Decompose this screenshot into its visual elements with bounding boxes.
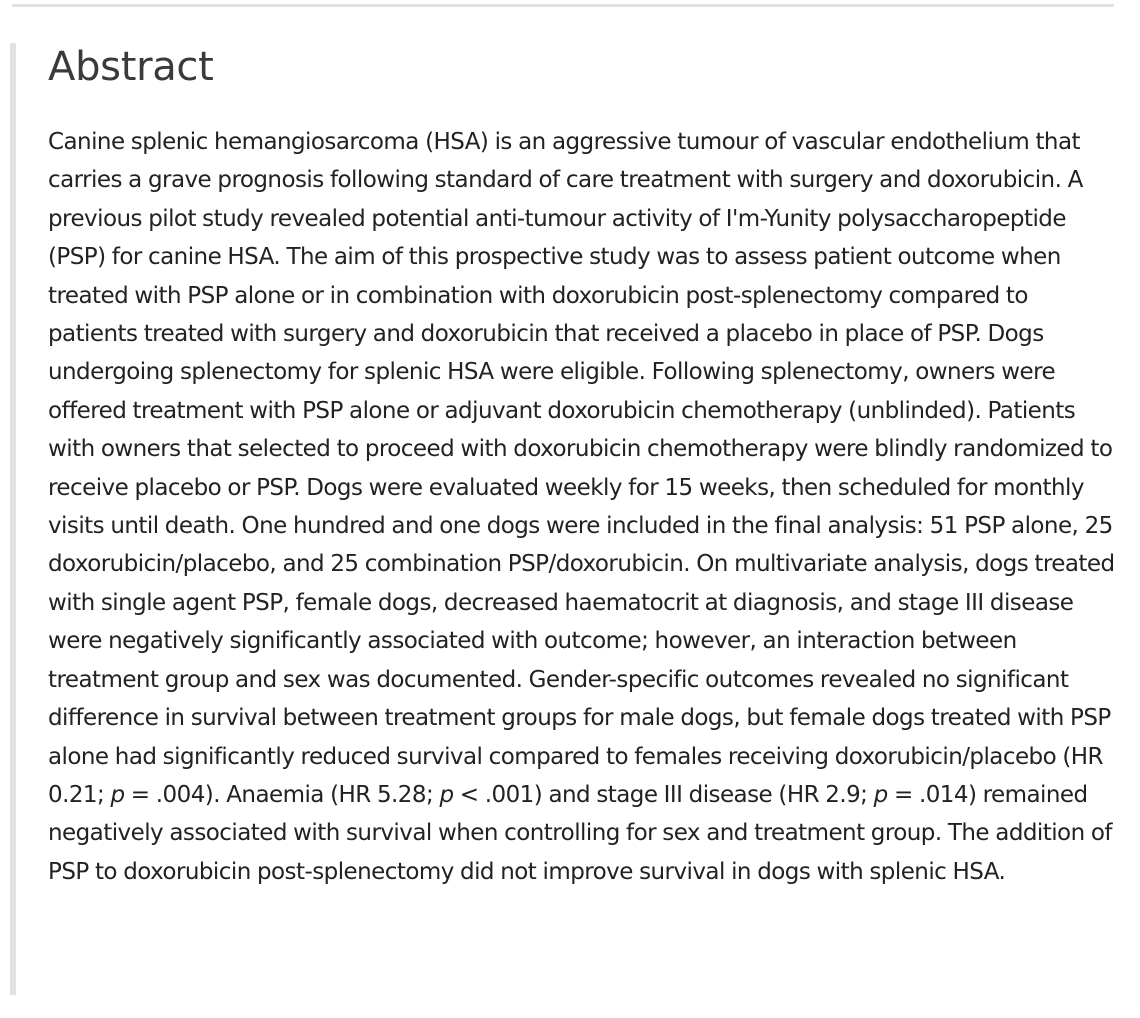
p-value-symbol: p xyxy=(873,781,888,808)
abstract-text-segment: Canine splenic hemangiosarcoma (HSA) is an aggressive tumour of vascular endothelium that carries a grave prognosis following standard of care treatment with surgery and doxorubicin. A previous pilot study revealed potential anti-tumour activity of I'm-Yunity polysaccharopeptide (PSP) for canine HSA. The aim of this prospective study was to assess patient outcome when treated with PSP alone or in combination with doxorubicin post-splenectomy compared to patients treated with surgery and doxorubicin that received a placebo in place of PSP. Dogs undergoing splenectomy for splenic HSA were eligible. Following splenectomy, owners were offered treatment with PSP alone or adjuvant doxorubicin chemotherapy (unblinded). Patients with owners that selected to proceed with doxorubicin chemotherapy were blindly randomized to receive placebo or PSP. Dogs were evaluated weekly for 15 weeks, then scheduled for monthly visits until death. One hundred and one dogs were included in the final analysis: 51 PSP alone, 25 doxorubicin/placebo, and 25 combination PSP/doxorubicin. On multivariate analysis, dogs treated with single agent PSP, female dogs, decreased haematocrit at diagnosis, and stage III disease were negatively significantly associated with outcome; however, an interaction between treatment group and sex was documented. Gender-specific outcomes revealed no significant difference in survival between treatment groups for male dogs, but female dogs treated with PSP alone had significantly reduced survival compared to females receiving doxorubicin/placebo (HR 0.21; xyxy=(48,129,1115,808)
p-value-symbol: p xyxy=(439,781,454,808)
abstract-heading: Abstract xyxy=(48,44,214,90)
abstract-text-segment: = .014) remained negatively associated with survival when controlling for sex and treatment group. The addition of PSP to doxorubicin post-splenectomy did not improve survival in dogs with splenic HSA. xyxy=(48,781,1112,885)
abstract-text-segment: < .001) and stage III disease (HR 2.9; xyxy=(453,781,874,808)
abstract-section xyxy=(10,43,1120,995)
p-value-symbol: p xyxy=(110,781,125,808)
abstract-text-segment: = .004). Anaemia (HR 5.28; xyxy=(124,781,440,808)
top-divider xyxy=(12,4,1114,7)
abstract-body xyxy=(48,123,1118,891)
